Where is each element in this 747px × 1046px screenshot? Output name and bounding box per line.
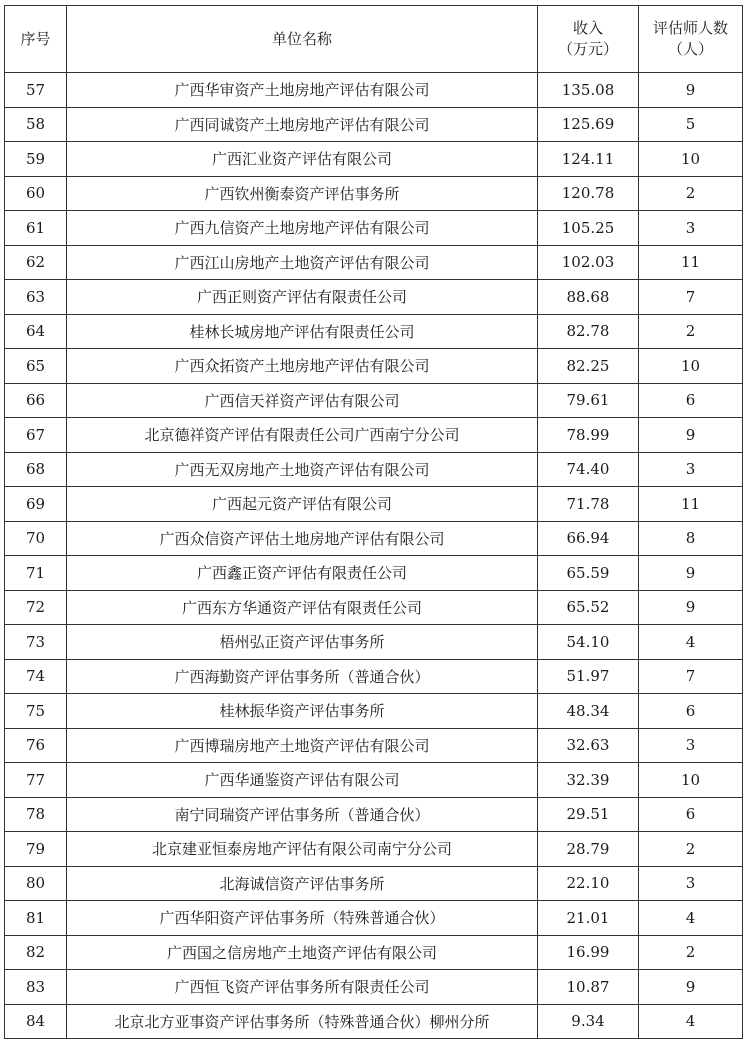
cell-revenue: 32.63	[538, 728, 639, 763]
table-row	[5, 176, 743, 211]
cell-index: 68	[5, 452, 67, 487]
cell-revenue: 54.10	[538, 625, 639, 660]
cell-appraiser-count: 9	[639, 73, 743, 108]
header-index: 序号	[5, 6, 67, 73]
cell-appraiser-count: 3	[639, 452, 743, 487]
cell-firm-name: 广西汇业资产评估有限公司	[67, 142, 538, 177]
cell-revenue: 10.87	[538, 970, 639, 1005]
cell-firm-name: 广西东方华通资产评估有限责任公司	[67, 590, 538, 625]
cell-revenue: 78.99	[538, 418, 639, 453]
header-row	[5, 6, 743, 73]
header-revenue	[538, 6, 639, 73]
cell-firm-name: 广西正则资产评估有限责任公司	[67, 280, 538, 315]
cell-index: 65	[5, 349, 67, 384]
cell-revenue: 51.97	[538, 659, 639, 694]
cell-firm-name: 广西华通鉴资产评估有限公司	[67, 763, 538, 798]
cell-appraiser-count: 6	[639, 383, 743, 418]
cell-firm-name: 广西众信资产评估土地房地产评估有限公司	[67, 521, 538, 556]
cell-revenue: 48.34	[538, 694, 639, 729]
table-row	[5, 728, 743, 763]
table-row	[5, 107, 743, 142]
cell-index: 58	[5, 107, 67, 142]
cell-firm-name: 广西信天祥资产评估有限公司	[67, 383, 538, 418]
cell-appraiser-count: 10	[639, 349, 743, 384]
cell-index: 59	[5, 142, 67, 177]
cell-appraiser-count: 2	[639, 314, 743, 349]
table-row	[5, 556, 743, 591]
header-revenue-line1: 收入	[572, 19, 603, 37]
table-row	[5, 487, 743, 522]
cell-index: 62	[5, 245, 67, 280]
cell-index: 63	[5, 280, 67, 315]
cell-index: 70	[5, 521, 67, 556]
cell-revenue: 105.25	[538, 211, 639, 246]
cell-revenue: 120.78	[538, 176, 639, 211]
cell-index: 80	[5, 866, 67, 901]
cell-firm-name: 广西江山房地产土地资产评估有限公司	[67, 245, 538, 280]
cell-index: 72	[5, 590, 67, 625]
cell-revenue: 65.52	[538, 590, 639, 625]
table-row	[5, 935, 743, 970]
cell-firm-name: 广西起元资产评估有限公司	[67, 487, 538, 522]
cell-firm-name: 南宁同瑞资产评估事务所（普通合伙）	[67, 797, 538, 832]
cell-appraiser-count: 7	[639, 280, 743, 315]
table-row	[5, 280, 743, 315]
table-row	[5, 763, 743, 798]
cell-appraiser-count: 11	[639, 487, 743, 522]
cell-firm-name: 桂林振华资产评估事务所	[67, 694, 538, 729]
cell-revenue: 9.34	[538, 1004, 639, 1039]
cell-firm-name: 广西众拓资产土地房地产评估有限公司	[67, 349, 538, 384]
cell-appraiser-count: 2	[639, 935, 743, 970]
cell-appraiser-count: 2	[639, 176, 743, 211]
cell-index: 82	[5, 935, 67, 970]
cell-appraiser-count: 9	[639, 590, 743, 625]
cell-index: 57	[5, 73, 67, 108]
cell-appraiser-count: 6	[639, 797, 743, 832]
header-appraisers-line2: （人）	[667, 40, 713, 58]
cell-firm-name: 广西国之信房地产土地资产评估有限公司	[67, 935, 538, 970]
cell-appraiser-count: 3	[639, 866, 743, 901]
cell-revenue: 82.78	[538, 314, 639, 349]
table-row	[5, 349, 743, 384]
cell-revenue: 22.10	[538, 866, 639, 901]
table-row	[5, 245, 743, 280]
cell-appraiser-count: 10	[639, 763, 743, 798]
cell-index: 83	[5, 970, 67, 1005]
cell-revenue: 71.78	[538, 487, 639, 522]
cell-revenue: 66.94	[538, 521, 639, 556]
table-row	[5, 694, 743, 729]
cell-index: 66	[5, 383, 67, 418]
cell-firm-name: 广西无双房地产土地资产评估有限公司	[67, 452, 538, 487]
cell-appraiser-count: 4	[639, 1004, 743, 1039]
cell-appraiser-count: 2	[639, 832, 743, 867]
cell-appraiser-count: 3	[639, 728, 743, 763]
cell-appraiser-count: 7	[639, 659, 743, 694]
cell-firm-name: 广西华阳资产评估事务所（特殊普通合伙）	[67, 901, 538, 936]
cell-appraiser-count: 9	[639, 970, 743, 1005]
cell-firm-name: 北京德祥资产评估有限责任公司广西南宁分公司	[67, 418, 538, 453]
cell-revenue: 29.51	[538, 797, 639, 832]
table-row	[5, 521, 743, 556]
cell-revenue: 16.99	[538, 935, 639, 970]
header-appraisers-line1: 评估师人数	[652, 19, 728, 37]
cell-appraiser-count: 10	[639, 142, 743, 177]
cell-firm-name: 广西海勤资产评估事务所（普通合伙）	[67, 659, 538, 694]
cell-firm-name: 北海诚信资产评估事务所	[67, 866, 538, 901]
cell-index: 69	[5, 487, 67, 522]
cell-firm-name: 广西恒飞资产评估事务所有限责任公司	[67, 970, 538, 1005]
cell-appraiser-count: 3	[639, 211, 743, 246]
cell-index: 64	[5, 314, 67, 349]
cell-firm-name: 广西鑫正资产评估有限责任公司	[67, 556, 538, 591]
cell-revenue: 124.11	[538, 142, 639, 177]
cell-appraiser-count: 4	[639, 901, 743, 936]
cell-index: 73	[5, 625, 67, 660]
table-row	[5, 73, 743, 108]
cell-appraiser-count: 9	[639, 418, 743, 453]
header-name: 单位名称	[67, 6, 538, 73]
table-row	[5, 625, 743, 660]
cell-firm-name: 桂林长城房地产评估有限责任公司	[67, 314, 538, 349]
cell-revenue: 65.59	[538, 556, 639, 591]
table-row	[5, 452, 743, 487]
cell-revenue: 21.01	[538, 901, 639, 936]
cell-appraiser-count: 4	[639, 625, 743, 660]
cell-index: 78	[5, 797, 67, 832]
cell-firm-name: 广西博瑞房地产土地资产评估有限公司	[67, 728, 538, 763]
cell-revenue: 135.08	[538, 73, 639, 108]
cell-index: 77	[5, 763, 67, 798]
cell-firm-name: 北京建亚恒泰房地产评估有限公司南宁分公司	[67, 832, 538, 867]
table-row	[5, 590, 743, 625]
table-row	[5, 970, 743, 1005]
table-row	[5, 832, 743, 867]
cell-firm-name: 北京北方亚事资产评估事务所（特殊普通合伙）柳州分所	[67, 1004, 538, 1039]
cell-revenue: 125.69	[538, 107, 639, 142]
cell-appraiser-count: 6	[639, 694, 743, 729]
cell-revenue: 28.79	[538, 832, 639, 867]
cell-firm-name: 广西九信资产土地房地产评估有限公司	[67, 211, 538, 246]
table-row	[5, 142, 743, 177]
cell-index: 75	[5, 694, 67, 729]
cell-revenue: 102.03	[538, 245, 639, 280]
cell-firm-name: 梧州弘正资产评估事务所	[67, 625, 538, 660]
appraisal-firm-table	[4, 5, 743, 1039]
cell-appraiser-count: 5	[639, 107, 743, 142]
cell-appraiser-count: 9	[639, 556, 743, 591]
header-revenue-line2: （万元）	[557, 40, 618, 58]
cell-revenue: 88.68	[538, 280, 639, 315]
table-row	[5, 211, 743, 246]
cell-appraiser-count: 11	[639, 245, 743, 280]
table-row	[5, 383, 743, 418]
cell-index: 60	[5, 176, 67, 211]
cell-index: 76	[5, 728, 67, 763]
cell-appraiser-count: 8	[639, 521, 743, 556]
table-header	[5, 6, 743, 73]
cell-firm-name: 广西钦州衡泰资产评估事务所	[67, 176, 538, 211]
cell-revenue: 74.40	[538, 452, 639, 487]
cell-index: 74	[5, 659, 67, 694]
table-body	[5, 73, 743, 1039]
cell-firm-name: 广西华审资产土地房地产评估有限公司	[67, 73, 538, 108]
cell-index: 84	[5, 1004, 67, 1039]
header-appraisers	[639, 6, 743, 73]
table-row	[5, 866, 743, 901]
cell-index: 67	[5, 418, 67, 453]
cell-revenue: 79.61	[538, 383, 639, 418]
table-row	[5, 1004, 743, 1039]
cell-index: 79	[5, 832, 67, 867]
table-row	[5, 418, 743, 453]
cell-index: 71	[5, 556, 67, 591]
cell-revenue: 32.39	[538, 763, 639, 798]
cell-revenue: 82.25	[538, 349, 639, 384]
cell-firm-name: 广西同诚资产土地房地产评估有限公司	[67, 107, 538, 142]
table-row	[5, 314, 743, 349]
cell-index: 61	[5, 211, 67, 246]
table-row	[5, 797, 743, 832]
cell-index: 81	[5, 901, 67, 936]
table-row	[5, 901, 743, 936]
table-row	[5, 659, 743, 694]
